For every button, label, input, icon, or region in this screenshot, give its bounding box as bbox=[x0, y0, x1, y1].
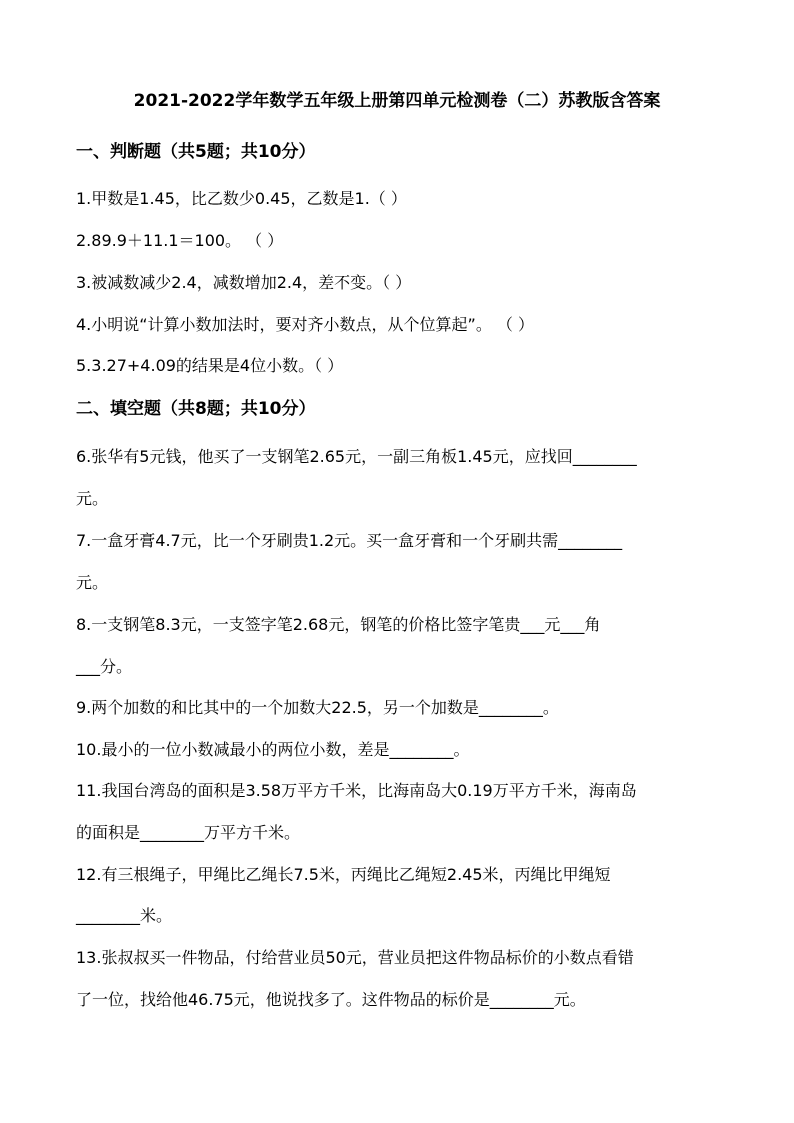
question-6-line-1: 6.张华有5元钱，他买了一支钢笔2.65元，一副三角板1.45元，应找回________ bbox=[76, 447, 637, 466]
question-8-line-2: ___分。 bbox=[76, 657, 133, 676]
question-13-line-2: 了一位，找给他46.75元，他说找多了。这件物品的标价是________元。 bbox=[76, 990, 586, 1009]
question-2: 2.89.9＋11.1＝100。 （ ） bbox=[76, 231, 284, 250]
question-6-line-2: 元。 bbox=[76, 489, 109, 508]
section-heading-judgement: 一、判断题（共5题；共10分） bbox=[76, 142, 316, 162]
question-13-line-1: 13.张叔叔买一件物品，付给营业员50元，营业员把这件物品标价的小数点看错 bbox=[76, 948, 634, 967]
question-7-line-1: 7.一盒牙膏4.7元，比一个牙刷贵1.2元。买一盒牙膏和一个牙刷共需________ bbox=[76, 531, 623, 550]
document-title: 2021-2022学年数学五年级上册第四单元检测卷（二）苏教版含答案 bbox=[133, 91, 661, 111]
question-11-line-2: 的面积是________万平方千米。 bbox=[76, 823, 301, 842]
question-11-line-1: 11.我国台湾岛的面积是3.58万平方千米，比海南岛大0.19万平方千米，海南岛 bbox=[76, 781, 637, 800]
question-9: 9.两个加数的和比其中的一个加数大22.5，另一个加数是________。 bbox=[76, 698, 559, 717]
question-3: 3.被减数减少2.4，减数增加2.4，差不变。（ ） bbox=[76, 273, 412, 292]
question-5: 5.3.27+4.09的结果是4位小数。（ ） bbox=[76, 356, 344, 375]
question-8-line-1: 8.一支钢笔8.3元，一支签字笔2.68元，钢笔的价格比签字笔贵___元___角 bbox=[76, 615, 601, 634]
question-1: 1.甲数是1.45，比乙数少0.45，乙数是1.（ ） bbox=[76, 189, 407, 208]
question-12-line-1: 12.有三根绳子，甲绳比乙绳长7.5米，丙绳比乙绳短2.45米，丙绳比甲绳短 bbox=[76, 865, 611, 884]
question-7-line-2: 元。 bbox=[76, 573, 109, 592]
section-heading-fill-blank: 二、填空题（共8题；共10分） bbox=[76, 399, 316, 419]
question-10: 10.最小的一位小数减最小的两位小数，差是________。 bbox=[76, 740, 470, 759]
question-4: 4.小明说“计算小数加法时，要对齐小数点，从个位算起”。 （ ） bbox=[76, 315, 535, 334]
question-12-line-2: ________米。 bbox=[76, 906, 173, 925]
